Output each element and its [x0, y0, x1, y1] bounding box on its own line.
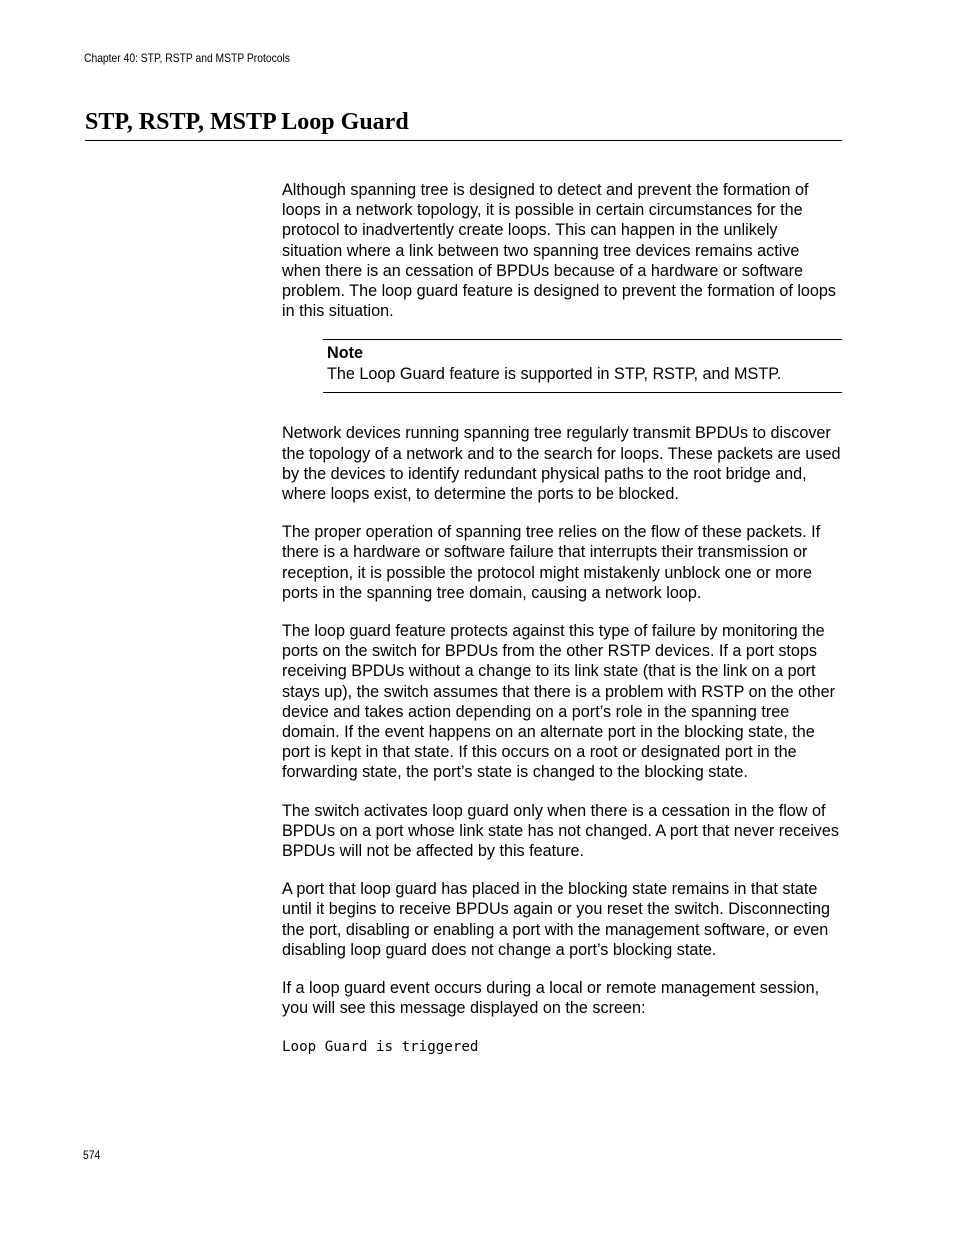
paragraph-operation: The proper operation of spanning tree relies on the flow of these packets. If there is a hardware or software failure that interrupts their transmission or reception, it is possible the protocol might mistakenly unblock one or more ports in the spanning tree domain, causing a network loop.: [282, 523, 821, 602]
page-number: 574: [83, 1148, 101, 1162]
console-message: Loop Guard is triggered: [282, 1038, 479, 1055]
note-label: Note: [327, 344, 363, 363]
note-text: The Loop Guard feature is supported in STP, RSTP, and MSTP.: [327, 365, 782, 384]
paragraph-activation: The switch activates loop guard only when there is a cessation in the flow of BPDUs on a port whose link state has not changed. A port that never receives BPDUs will not be affected by this feature.: [282, 801, 839, 861]
title-rule: [85, 140, 842, 141]
running-header: Chapter 40: STP, RSTP and MSTP Protocols: [84, 51, 290, 65]
paragraph-bpdus: Network devices running spanning tree regularly transmit BPDUs to discover the topology of a network and to the search for loops. These packets are used by the devices to identify redundant physical paths to the root bridge and, where loops exist, to determine the ports to be blocked.: [282, 424, 841, 504]
paragraph-protection: The loop guard feature protects against this type of failure by monitoring the ports on the switch for BPDUs from the other RSTP devices. If a port stops receiving BPDUs without a change to its link state (that is the link on a port stays up), the switch assumes that there is a problem with RSTP on the other device and takes action depending on a port’s role in the spanning tree domain. If the event happens on an alternate port in the blocking state, the port is kept in that state. If this occurs on a root or designated port in the forwarding state, the port’s state is changed to the blocking state.: [282, 622, 836, 782]
note-box: [323, 339, 842, 393]
paragraph-event-message: If a loop guard event occurs during a local or remote management session, you will see this message displayed on the screen:: [282, 979, 820, 1018]
body-column: [282, 180, 842, 1057]
paragraph-intro: Although spanning tree is designed to detect and prevent the formation of loops in a network topology, it is possible in certain circumstances for the protocol to inadvertently create loops. This can happen in the unlikely situation where a link between two spanning tree devices remains active when there is an cessation of BPDUs because of a hardware or software problem. The loop guard feature is designed to prevent the formation of loops in this situation.: [282, 181, 837, 321]
paragraph-blocking-state: A port that loop guard has placed in the blocking state remains in that state until it begins to receive BPDUs again or you reset the switch. Disconnecting the port, disabling or enabling a port with the management software, or even disabling loop guard does not change a port’s blocking state.: [282, 880, 830, 959]
section-title: STP, RSTP, MSTP Loop Guard: [85, 109, 409, 135]
